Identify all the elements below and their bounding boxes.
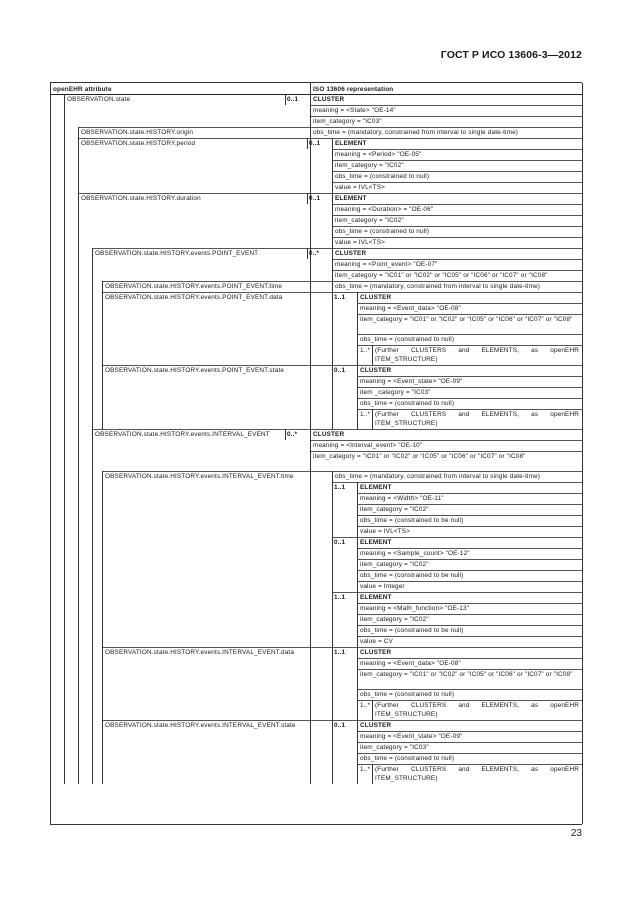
iso13606-representation: obs_time = (constrained to null) <box>335 228 430 235</box>
iso13606-representation: item_category = "IC01" or "IC02" or "IC05" or "IC06" or "IC07" or "IC08" <box>335 272 548 279</box>
iso13606-representation: meaning = <Math_function> "OE-13" <box>360 605 470 612</box>
openehr-attribute: OBSERVATION.state <box>67 96 131 103</box>
openehr-attribute: OBSERVATION.state.HISTORY.events.POINT_EVENT.data <box>105 294 283 301</box>
iso13606-representation: item_category = "IC01" or "IC02" or "IC05" or "IC06" or "IC07" or "IC08" <box>313 453 526 460</box>
iso13606-representation: meaning = <Event_state> "OE-09" <box>360 733 463 740</box>
iso13606-representation: item_category = "IC03" <box>313 118 382 125</box>
iso13606-representation: obs_time = (mandatory, constrained from interval to single date-time) <box>335 473 541 480</box>
iso13606-representation: ELEMENT <box>335 195 367 202</box>
cardinality: 1..1 <box>334 294 346 301</box>
iso13606-representation: obs_time = (constrained to null) <box>335 173 430 180</box>
iso13606-representation: ELEMENT <box>335 140 367 147</box>
openehr-attribute: OBSERVATION.state.HISTORY.origin <box>81 129 194 136</box>
openehr-attribute: OBSERVATION.state.HISTORY.events.POINT_EVENT.state <box>105 367 285 374</box>
iso13606-representation: ELEMENT <box>360 484 392 491</box>
iso13606-representation: CLUSTER <box>313 96 345 103</box>
sub-cardinality: 1..* <box>360 411 371 418</box>
iso13606-representation: meaning = <Period> "OE-05" <box>335 151 422 158</box>
iso13606-representation: meaning = <Point_event> "OE-07" <box>335 261 438 268</box>
iso13606-representation: ELEMENT <box>360 594 392 601</box>
iso13606-representation: (Further CLUSTERS and ELEMENTS, as openEHR ITEM_STRUCTURE) <box>375 766 579 782</box>
sub-cardinality: 1..* <box>360 766 371 773</box>
iso13606-representation: value = CV <box>360 638 393 645</box>
cardinality: 1..1 <box>334 594 346 601</box>
iso13606-representation: value = IVL<TS> <box>360 528 411 535</box>
cardinality: 0..* <box>309 250 320 257</box>
iso13606-representation: meaning = <Duration> = "OE-06" <box>335 206 434 213</box>
iso13606-representation: CLUSTER <box>360 649 392 656</box>
openehr-attribute: OBSERVATION.state.HISTORY.events.INTERVAL_EVENT.time <box>105 473 294 480</box>
iso13606-representation: obs_time = (constrained to be null) <box>360 572 464 579</box>
iso13606-representation: meaning = <Event_state> "OE-09" <box>360 378 463 385</box>
openehr-attribute: OBSERVATION.state.HISTORY.events.INTERVAL_EVENT.data <box>105 649 295 656</box>
iso13606-representation: item_category = "IC02" <box>360 561 429 568</box>
iso13606-representation: obs_time = (constrained to null) <box>360 691 455 698</box>
iso13606-representation: CLUSTER <box>360 722 392 729</box>
openehr-attribute: OBSERVATION.state.HISTORY.duration <box>81 195 201 202</box>
openehr-attribute: OBSERVATION.state.HISTORY.events.POINT_EVENT.time <box>105 283 283 290</box>
iso13606-representation: meaning = <Event_data> "OE-08" <box>360 660 461 667</box>
iso13606-representation: obs_time = (constrained to null) <box>360 336 455 343</box>
iso13606-representation: obs_time = (constrained to be null) <box>360 517 464 524</box>
iso13606-representation: meaning = <Event_data> "OE-08" <box>360 305 461 312</box>
sub-cardinality: 1..* <box>360 702 371 709</box>
cardinality: 0..1 <box>309 140 321 147</box>
iso13606-representation: item_category = "IC02" <box>335 162 404 169</box>
iso13606-representation: ELEMENT <box>360 539 392 546</box>
iso13606-representation: (Further CLUSTERS and ELEMENTS, as openEHR ITEM_STRUCTURE) <box>375 347 579 363</box>
iso13606-representation: obs_time = (constrained to null) <box>360 755 455 762</box>
openehr-attribute: OBSERVATION.state.HISTORY.events.POINT_EVENT <box>95 250 259 257</box>
iso13606-representation: obs_time = (mandatory, constrained from interval to single date-time) <box>335 283 541 290</box>
iso13606-representation: meaning = <Width> "OE-11" <box>360 495 444 502</box>
cardinality: 1..1 <box>334 484 346 491</box>
cardinality: 0..1 <box>287 96 299 103</box>
openehr-attribute: OBSERVATION.state.HISTORY.period <box>81 140 196 147</box>
iso13606-representation: CLUSTER <box>360 294 392 301</box>
cardinality: 0..1 <box>334 722 346 729</box>
iso13606-representation: obs_time = (mandatory, constrained from interval to single date-time) <box>313 129 519 136</box>
cardinality: 1..1 <box>334 649 346 656</box>
iso13606-representation: item_category = "IC02" <box>335 217 404 224</box>
page-number: 23 <box>570 828 582 839</box>
mapping-table <box>50 82 582 825</box>
openehr-attribute: OBSERVATION.state.HISTORY.events.INTERVAL_EVENT.state <box>105 722 296 729</box>
cardinality: 0..* <box>287 431 298 438</box>
iso13606-representation: meaning = <Interval_event> "OE-10" <box>313 442 423 449</box>
cardinality: 0..1 <box>334 367 346 374</box>
cardinality: 0..1 <box>334 539 346 546</box>
iso13606-representation: meaning = <State> "OE-14" <box>313 107 396 114</box>
iso13606-representation: (Further CLUSTERS and ELEMENTS, as openEHR ITEM_STRUCTURE) <box>375 411 579 427</box>
iso13606-representation: item_category = "IC01" or "IC02" or "IC05" or "IC06" or "IC07" or "IC08" <box>360 316 573 323</box>
iso13606-representation: CLUSTER <box>360 367 392 374</box>
iso13606-representation: value = IVL<TS> <box>335 239 386 246</box>
iso13606-representation: CLUSTER <box>313 431 345 438</box>
iso13606-representation: value = Integer <box>360 583 405 590</box>
iso13606-representation: item _category = "IC03" <box>360 389 431 396</box>
column-header-openehr: openEHR attribute <box>53 86 112 93</box>
iso13606-representation: item_category = "IC02" <box>360 616 429 623</box>
cardinality: 0..1 <box>309 195 321 202</box>
iso13606-representation: obs_time = (constrained to be null) <box>360 627 464 634</box>
document-header: ГОСТ Р ИСО 13606-3—2012 <box>440 49 582 61</box>
iso13606-representation: (Further CLUSTERS and ELEMENTS, as openEHR ITEM_STRUCTURE) <box>375 702 579 718</box>
openehr-attribute: OBSERVATION.state.HISTORY.events.INTERVAL_EVENT <box>95 431 270 438</box>
column-header-iso13606: ISO 13606 representation <box>313 86 394 93</box>
iso13606-representation: meaning = <Sample_count> "OE-12" <box>360 550 470 557</box>
iso13606-representation: item_category = "IC03" <box>360 744 429 751</box>
sub-cardinality: 1..* <box>360 347 371 354</box>
iso13606-representation: item_category = "IC01" or "IC02" or "IC05" or "IC06" or "IC07" or "IC08" <box>360 671 573 678</box>
iso13606-representation: value = IVL<TS> <box>335 184 386 191</box>
iso13606-representation: CLUSTER <box>335 250 367 257</box>
iso13606-representation: item_category = "IC02" <box>360 506 429 513</box>
iso13606-representation: obs_time = (constrained to null) <box>360 400 455 407</box>
